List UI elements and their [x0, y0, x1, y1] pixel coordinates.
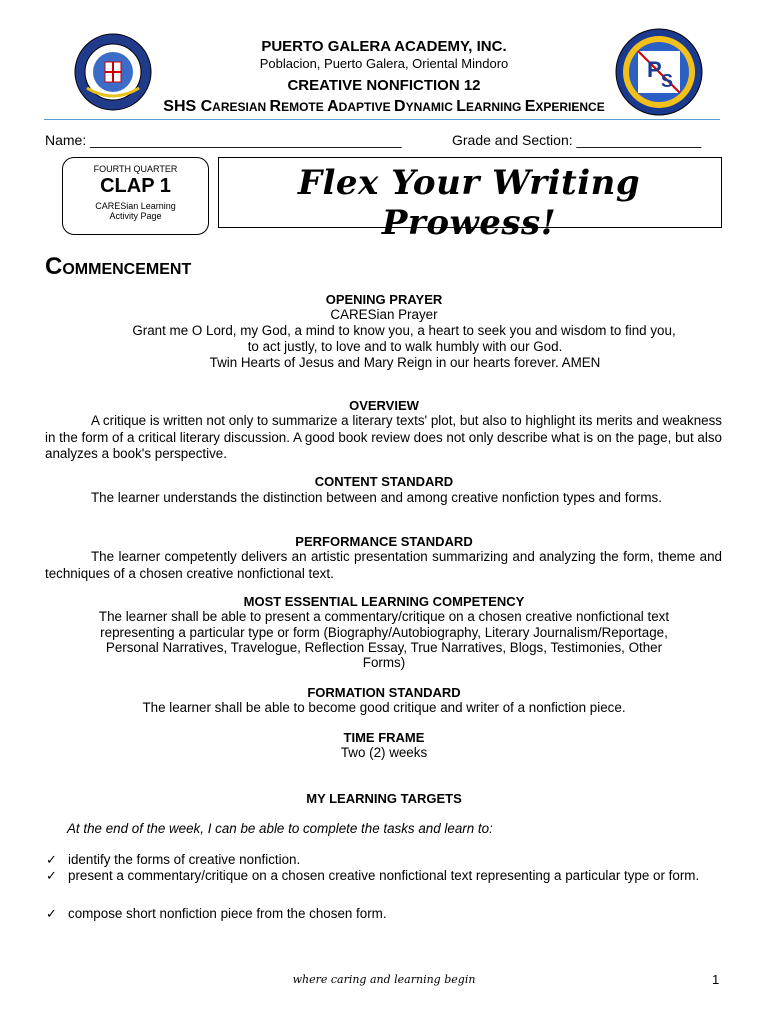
svg-text:P: P: [647, 57, 662, 82]
clap-subtitle: CARESian Learning Activity Page: [95, 201, 176, 221]
melc-heading: MOST ESSENTIAL LEARNING COMPETENCY: [243, 594, 525, 609]
prayer-title: CARESian Prayer: [330, 307, 438, 322]
learning-target-item: ✓ compose short nonfiction piece from the chosen form.: [46, 906, 387, 921]
clap-title: CLAP 1: [100, 175, 171, 197]
melc-line-1: The learner shall be able to present a commentary/critique on a chosen creative nonfictional text: [98, 609, 670, 624]
prayer-line-3: Twin Hearts of Jesus and Mary Reign in our hearts forever. AMEN: [209, 355, 601, 370]
learning-target-item: ✓ identify the forms of creative nonfiction.: [46, 852, 301, 867]
prayer-line-2: to act justly, to love and to walk humbly with our God.: [247, 339, 563, 354]
school-address: Poblacion, Puerto Galera, Oriental Mindoro: [259, 56, 509, 71]
school-name: PUERTO GALERA ACADEMY, INC.: [261, 38, 507, 55]
clap-quarter: FOURTH QUARTER: [93, 164, 178, 174]
overview-text: A critique is written not only to summarize a literary texts' plot, but also to highlight its merits and weakness in the form of a critical literary discussion. A good book review does not only describe what is on the page, but also analyzes a book's perspective.: [45, 413, 722, 461]
content-standard-text: The learner understands the distinction between and among creative nonfiction types and forms.: [91, 490, 662, 505]
page-number: 1: [712, 972, 720, 987]
check-icon: ✓: [46, 852, 57, 867]
time-frame-heading: TIME FRAME: [343, 730, 425, 745]
melc-line-4: Forms): [362, 655, 406, 670]
performance-standard-heading: PERFORMANCE STANDARD: [295, 534, 473, 549]
melc-line-3: Personal Narratives, Travelogue, Reflection Essay, True Narratives, Blogs, Testimonies, Other: [105, 640, 663, 655]
program-title: SHS CARESIAN REMOTE ADAPTIVE DYNAMIC LEARNING EXPERIENCE: [163, 98, 605, 115]
grade-section-field[interactable]: Grade and Section: ________________: [452, 132, 702, 148]
name-field[interactable]: Name: ________________________________________: [45, 132, 402, 148]
course-title: CREATIVE NONFICTION 12: [287, 77, 481, 94]
learning-targets-intro: At the end of the week, I can be able to complete the tasks and learn to:: [67, 821, 493, 836]
performance-standard-text: The learner competently delivers an artistic presentation summarizing and analyzing the form, theme and techniques of a chosen creative nonfictional text.: [45, 549, 722, 581]
time-frame-text: Two (2) weeks: [340, 745, 428, 760]
formation-standard-text: The learner shall be able to become good critique and writer of a nonfiction piece.: [142, 700, 626, 715]
overview-heading: OVERVIEW: [349, 398, 419, 413]
learning-targets-heading: MY LEARNING TARGETS: [306, 791, 462, 806]
formation-standard-heading: FORMATION STANDARD: [307, 685, 461, 700]
svg-text:S: S: [661, 71, 674, 91]
prayer-line-1: Grant me O Lord, my God, a mind to know you, a heart to seek you and wisdom to find you,: [132, 323, 676, 338]
melc-line-2: representing a particular type or form (Biography/Autobiography, Literary Journalism/Reportage,: [100, 625, 668, 640]
banner-title: Flex Your Writing Prowess!: [297, 163, 641, 243]
check-icon: ✓: [46, 868, 57, 883]
content-standard-heading: CONTENT STANDARD: [314, 474, 454, 489]
header-divider: [44, 119, 720, 120]
prayer-heading: OPENING PRAYER: [325, 292, 443, 307]
section-heading: COMMENCEMENT: [45, 253, 192, 280]
learning-target-item: ✓ present a commentary/critique on a chosen creative nonfictional text representing a particular type or form.: [46, 868, 700, 883]
footer-tagline: where caring and learning begin: [292, 973, 476, 986]
check-icon: ✓: [46, 906, 57, 921]
